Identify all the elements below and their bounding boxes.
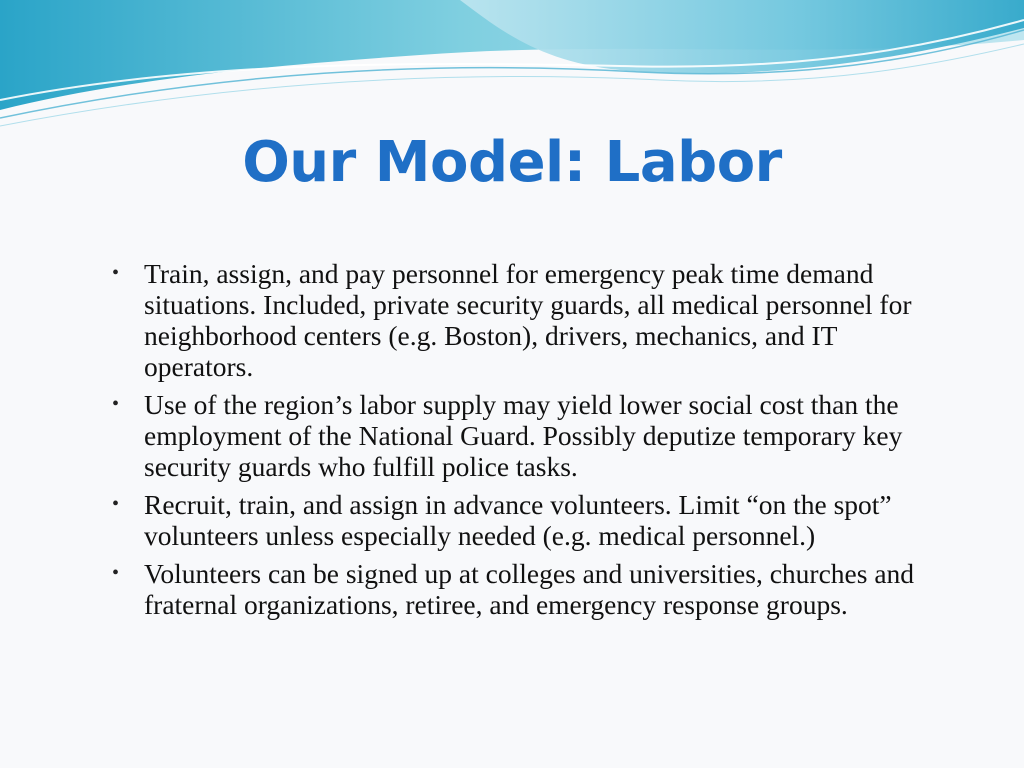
bullet-dot-icon: • [112, 262, 120, 284]
bullet-item [108, 258, 928, 382]
bullet-list [108, 258, 928, 627]
bullet-item [108, 489, 928, 551]
bullet-item [108, 389, 928, 482]
wave-header-decoration [0, 0, 1024, 140]
bullet-dot-icon: • [112, 393, 120, 415]
bullet-text: Recruit, train, and assign in advance volunteers. Limit “on the spot” volunteers unless especially needed (e.g. medical personnel.) [144, 489, 892, 551]
bullet-text: Volunteers can be signed up at colleges and universities, churches and fraternal organizations, retiree, and emergency response groups. [144, 558, 915, 620]
bullet-text: Use of the region’s labor supply may yield lower social cost than the employment of the National Guard. Possibly deputize temporary key security guards who fulfill police tasks. [144, 389, 903, 482]
slide-title: Our Model: Labor [242, 130, 782, 195]
bullet-dot-icon: • [112, 493, 120, 515]
bullet-dot-icon: • [112, 562, 120, 584]
bullet-text: Train, assign, and pay personnel for emergency peak time demand situations. Included, private security guards, all medical personnel for neighborhood centers (e.g. Boston), drivers, mechanics, and IT operators. [144, 258, 912, 382]
bullet-item [108, 558, 928, 620]
